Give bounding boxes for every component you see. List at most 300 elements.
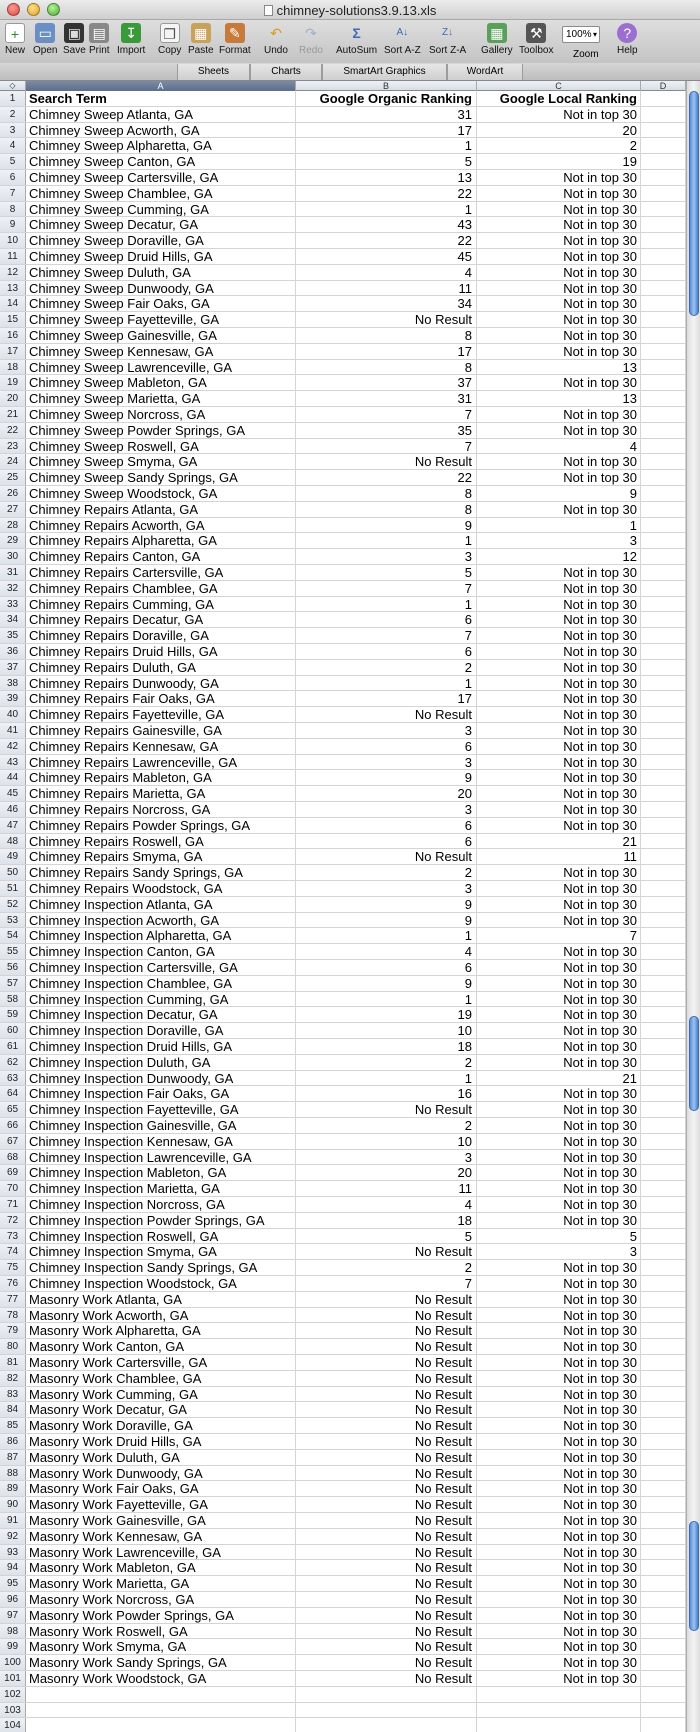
row-number[interactable]: 41 [0,723,26,738]
cell-local-ranking[interactable]: 11 [477,849,641,864]
cell-search-term[interactable]: Chimney Inspection Atlanta, GA [26,897,296,912]
cell-organic-ranking[interactable]: No Result [296,1371,477,1386]
cell-local-ranking[interactable]: Not in top 30 [477,502,641,517]
cell-organic-ranking[interactable]: 18 [296,1213,477,1228]
cell-local-ranking[interactable]: 21 [477,834,641,849]
cell-search-term[interactable]: Masonry Work Cumming, GA [26,1387,296,1402]
row-number[interactable]: 38 [0,676,26,691]
cell-local-ranking[interactable]: Not in top 30 [477,644,641,659]
cell-local-ranking[interactable]: 4 [477,439,641,454]
cell-empty[interactable] [641,739,686,754]
row-number[interactable]: 90 [0,1497,26,1512]
row-number[interactable]: 71 [0,1197,26,1212]
autosum-button[interactable]: Σ AutoSum [336,25,378,56]
cell-search-term[interactable]: Chimney Sweep Cartersville, GA [26,170,296,185]
cell-organic-ranking[interactable]: 20 [296,786,477,801]
select-all-corner[interactable]: ◇ [0,81,26,91]
cell-organic-ranking[interactable]: 7 [296,407,477,422]
cell-empty[interactable] [641,660,686,675]
cell-search-term[interactable]: Masonry Work Kennesaw, GA [26,1529,296,1544]
cell-local-ranking[interactable]: Not in top 30 [477,1260,641,1275]
row-number[interactable]: 50 [0,865,26,880]
cell-search-term[interactable]: Masonry Work Atlanta, GA [26,1292,296,1307]
cell-search-term[interactable]: Masonry Work Roswell, GA [26,1624,296,1639]
cell-search-term[interactable]: Chimney Repairs Doraville, GA [26,628,296,643]
row-number[interactable]: 31 [0,565,26,580]
row-number[interactable]: 93 [0,1545,26,1560]
row-number[interactable]: 59 [0,1007,26,1022]
cell-organic-ranking[interactable]: No Result [296,1244,477,1259]
cell-local-ranking[interactable]: Not in top 30 [477,281,641,296]
cell-local-ranking[interactable]: Not in top 30 [477,1466,641,1481]
help-button[interactable]: ? Help [617,25,638,56]
cell-local-ranking[interactable]: Not in top 30 [477,1576,641,1591]
cell-local-ranking[interactable]: Not in top 30 [477,344,641,359]
cell-local-ranking[interactable]: Not in top 30 [477,1655,641,1670]
cell-local-ranking[interactable]: Not in top 30 [477,1450,641,1465]
row-number[interactable]: 75 [0,1260,26,1275]
row-number[interactable]: 67 [0,1134,26,1149]
cell-empty[interactable] [641,486,686,501]
cell-local-ranking[interactable]: Not in top 30 [477,1308,641,1323]
cell-search-term[interactable]: Chimney Sweep Alpharetta, GA [26,138,296,153]
cell-organic-ranking[interactable]: No Result [296,1529,477,1544]
cell-search-term[interactable]: Chimney Sweep Doraville, GA [26,233,296,248]
cell-local-ranking[interactable]: Not in top 30 [477,581,641,596]
cell-search-term[interactable]: Chimney Repairs Marietta, GA [26,786,296,801]
cell-search-term[interactable]: Masonry Work Norcross, GA [26,1592,296,1607]
cell-local-ranking[interactable]: Not in top 30 [477,1608,641,1623]
row-number[interactable]: 24 [0,454,26,469]
cell-empty[interactable] [641,612,686,627]
row-number[interactable]: 83 [0,1387,26,1402]
row-number[interactable]: 42 [0,739,26,754]
cell-empty[interactable] [641,1086,686,1101]
cell-organic-ranking[interactable]: 4 [296,1197,477,1212]
cell-organic-ranking[interactable]: 6 [296,644,477,659]
cell-organic-ranking[interactable]: 8 [296,502,477,517]
cell-organic-ranking[interactable]: 6 [296,739,477,754]
cell-organic-ranking[interactable]: 18 [296,1039,477,1054]
row-number[interactable]: 17 [0,344,26,359]
cell-organic-ranking[interactable]: 43 [296,217,477,232]
cell-empty[interactable] [641,1418,686,1433]
cell-empty[interactable] [641,597,686,612]
cell-local-ranking[interactable]: Not in top 30 [477,249,641,264]
cell-local-ranking[interactable]: 12 [477,549,641,564]
cell-local-ranking[interactable]: Not in top 30 [477,1434,641,1449]
cell-organic-ranking[interactable]: 2 [296,660,477,675]
cell-local-ranking[interactable]: Not in top 30 [477,707,641,722]
cell-search-term[interactable]: Chimney Repairs Fayetteville, GA [26,707,296,722]
cell-local-ranking[interactable]: Not in top 30 [477,723,641,738]
cell-organic-ranking[interactable]: 22 [296,186,477,201]
cell-local-ranking[interactable]: Not in top 30 [477,1639,641,1654]
cell-search-term[interactable]: Chimney Inspection Roswell, GA [26,1229,296,1244]
cell-empty[interactable] [641,533,686,548]
cell-organic-ranking[interactable]: No Result [296,1434,477,1449]
cell-empty[interactable] [641,1434,686,1449]
cell-local-ranking[interactable]: Not in top 30 [477,1624,641,1639]
cell-organic-ranking[interactable] [296,1703,477,1718]
undo-button[interactable]: ↶ Undo [264,25,288,56]
cell-local-ranking[interactable]: 13 [477,391,641,406]
cell-search-term[interactable]: Chimney Inspection Alpharetta, GA [26,928,296,943]
cell-local-ranking[interactable]: 20 [477,123,641,138]
cell-local-ranking[interactable]: Not in top 30 [477,1387,641,1402]
cell-empty[interactable] [641,423,686,438]
cell-local-ranking[interactable]: 3 [477,533,641,548]
row-number[interactable]: 76 [0,1276,26,1291]
cell-empty[interactable] [641,770,686,785]
cell-organic-ranking[interactable]: 37 [296,375,477,390]
row-number[interactable]: 11 [0,249,26,264]
cell-organic-ranking[interactable]: 19 [296,1007,477,1022]
cell-local-ranking[interactable]: Not in top 30 [477,312,641,327]
cell-organic-ranking[interactable]: 5 [296,154,477,169]
cell-organic-ranking[interactable]: 35 [296,423,477,438]
cell-organic-ranking[interactable]: 17 [296,123,477,138]
row-number[interactable]: 29 [0,533,26,548]
cell-empty[interactable] [641,1276,686,1291]
cell-search-term[interactable] [26,1718,296,1732]
cell-empty[interactable] [641,881,686,896]
cell-search-term[interactable]: Chimney Repairs Alpharetta, GA [26,533,296,548]
cell-search-term[interactable]: Chimney Inspection Sandy Springs, GA [26,1260,296,1275]
cell-organic-ranking[interactable]: 1 [296,676,477,691]
cell-local-ranking[interactable]: Not in top 30 [477,1560,641,1575]
cell-empty[interactable] [641,723,686,738]
row-number[interactable]: 52 [0,897,26,912]
row-number[interactable]: 98 [0,1624,26,1639]
cell-empty[interactable] [641,1292,686,1307]
cell-search-term[interactable]: Chimney Inspection Fayetteville, GA [26,1102,296,1117]
row-number[interactable]: 15 [0,312,26,327]
row-number[interactable]: 36 [0,644,26,659]
cell-search-term[interactable]: Chimney Inspection Fair Oaks, GA [26,1086,296,1101]
cell-organic-ranking[interactable]: 10 [296,1023,477,1038]
cell-empty[interactable] [641,1703,686,1718]
cell-search-term[interactable]: Masonry Work Decatur, GA [26,1402,296,1417]
row-number[interactable]: 82 [0,1371,26,1386]
cell-organic-ranking[interactable]: 4 [296,944,477,959]
row-number[interactable]: 22 [0,423,26,438]
cell-search-term[interactable]: Chimney Inspection Cumming, GA [26,992,296,1007]
cell-organic-ranking[interactable]: 3 [296,549,477,564]
row-number[interactable]: 12 [0,265,26,280]
sort-za-button[interactable]: Z↓ Sort Z-A [429,23,466,57]
cell-local-ranking[interactable]: Not in top 30 [477,612,641,627]
cell-empty[interactable] [641,1624,686,1639]
cell-search-term[interactable]: Chimney Inspection Smyma, GA [26,1244,296,1259]
row-number[interactable]: 102 [0,1687,26,1702]
cell-empty[interactable] [641,1165,686,1180]
cell-empty[interactable] [641,107,686,122]
cell-local-ranking[interactable]: Not in top 30 [477,454,641,469]
cell-local-ranking[interactable]: Not in top 30 [477,1276,641,1291]
cell-organic-ranking[interactable]: No Result [296,1624,477,1639]
cell-search-term[interactable]: Chimney Repairs Roswell, GA [26,834,296,849]
cell-search-term[interactable]: Chimney Inspection Mableton, GA [26,1165,296,1180]
cell-local-ranking[interactable]: Not in top 30 [477,1371,641,1386]
cell-search-term[interactable]: Chimney Inspection Dunwoody, GA [26,1071,296,1086]
row-number[interactable]: 78 [0,1308,26,1323]
cell-search-term[interactable]: Masonry Work Cartersville, GA [26,1355,296,1370]
import-button[interactable]: ↧ Import [117,25,146,56]
cell-empty[interactable] [641,1355,686,1370]
row-number[interactable]: 72 [0,1213,26,1228]
cell-organic-ranking[interactable]: No Result [296,849,477,864]
cell-search-term[interactable]: Chimney Inspection Acworth, GA [26,913,296,928]
cell-search-term[interactable]: Chimney Sweep Powder Springs, GA [26,423,296,438]
cell-local-ranking[interactable] [477,1687,641,1702]
cell-search-term[interactable]: Chimney Inspection Lawrenceville, GA [26,1150,296,1165]
cell-organic-ranking[interactable]: 1 [296,202,477,217]
cell-local-ranking[interactable]: Not in top 30 [477,1213,641,1228]
cell-search-term[interactable]: Masonry Work Woodstock, GA [26,1671,296,1686]
cell-empty[interactable] [641,818,686,833]
cell-local-ranking[interactable]: Not in top 30 [477,1481,641,1496]
cell-search-term[interactable]: Chimney Sweep Atlanta, GA [26,107,296,122]
row-number[interactable]: 85 [0,1418,26,1433]
cell-search-term[interactable]: Masonry Work Marietta, GA [26,1576,296,1591]
cell-local-ranking[interactable]: Not in top 30 [477,770,641,785]
vertical-scrollbar[interactable] [686,81,700,1732]
cell-empty[interactable] [641,565,686,580]
cell-search-term[interactable]: Masonry Work Sandy Springs, GA [26,1655,296,1670]
gallery-button[interactable]: ▦ Gallery [481,25,513,56]
column-header-c[interactable]: C [477,81,641,91]
row-number[interactable]: 68 [0,1150,26,1165]
cell-search-term[interactable]: Chimney Inspection Duluth, GA [26,1055,296,1070]
cell-empty[interactable] [641,960,686,975]
cell-local-ranking[interactable]: Not in top 30 [477,1039,641,1054]
cell-organic-ranking[interactable]: 1 [296,533,477,548]
row-number[interactable]: 104 [0,1718,26,1732]
cell-empty[interactable] [641,138,686,153]
row-number[interactable]: 3 [0,123,26,138]
cell-local-ranking[interactable]: Not in top 30 [477,755,641,770]
row-number[interactable]: 6 [0,170,26,185]
cell-organic-ranking[interactable]: 17 [296,691,477,706]
cell-organic-ranking[interactable]: 7 [296,439,477,454]
cell-search-term[interactable]: Chimney Repairs Lawrenceville, GA [26,755,296,770]
cell-empty[interactable] [641,897,686,912]
row-number[interactable]: 77 [0,1292,26,1307]
cell-search-term[interactable]: Chimney Sweep Dunwoody, GA [26,281,296,296]
cell-search-term[interactable]: Masonry Work Chamblee, GA [26,1371,296,1386]
row-number[interactable]: 45 [0,786,26,801]
cell-local-ranking[interactable]: Not in top 30 [477,628,641,643]
cell-search-term[interactable]: Chimney Sweep Decatur, GA [26,217,296,232]
cell-local-ranking[interactable] [477,1703,641,1718]
row-number[interactable]: 9 [0,217,26,232]
row-number[interactable]: 66 [0,1118,26,1133]
cell-search-term[interactable]: Chimney Inspection Woodstock, GA [26,1276,296,1291]
sort-az-button[interactable]: A↓ Sort A-Z [384,23,421,57]
cell-local-ranking[interactable]: Not in top 30 [477,676,641,691]
cell-local-ranking[interactable]: Not in top 30 [477,1150,641,1165]
cell-organic-ranking[interactable]: 5 [296,1229,477,1244]
cell-empty[interactable] [641,1497,686,1512]
scroll-thumb[interactable] [689,1521,699,1631]
cell-local-ranking[interactable]: Not in top 30 [477,597,641,612]
row-number[interactable]: 25 [0,470,26,485]
cell-organic-ranking[interactable]: 6 [296,818,477,833]
cell-empty[interactable] [641,1655,686,1670]
row-number[interactable]: 1 [0,91,26,106]
cell-empty[interactable] [641,581,686,596]
row-number[interactable]: 5 [0,154,26,169]
paste-button[interactable]: ▦ Paste [188,25,214,56]
cell-organic-ranking[interactable]: 3 [296,802,477,817]
row-number[interactable]: 79 [0,1323,26,1338]
cell-local-ranking[interactable]: 21 [477,1071,641,1086]
row-number[interactable]: 92 [0,1529,26,1544]
copy-button[interactable]: ❐ Copy [158,23,181,57]
row-number[interactable]: 46 [0,802,26,817]
cell-organic-ranking[interactable]: 22 [296,233,477,248]
cell-empty[interactable] [641,502,686,517]
row-number[interactable]: 101 [0,1671,26,1686]
cell-organic-ranking[interactable]: 6 [296,960,477,975]
cell-empty[interactable] [641,1387,686,1402]
row-number[interactable]: 32 [0,581,26,596]
cell-organic-ranking[interactable]: 11 [296,1181,477,1196]
cell-local-ranking[interactable]: 3 [477,1244,641,1259]
row-number[interactable]: 91 [0,1513,26,1528]
cell-empty[interactable] [641,1260,686,1275]
column-header-d[interactable]: D [641,81,686,91]
cell-empty[interactable] [641,786,686,801]
cell-empty[interactable] [641,1023,686,1038]
cell-organic-ranking[interactable]: 1 [296,928,477,943]
tab-smartart-graphics[interactable]: SmartArt Graphics [322,64,447,80]
cell-organic-ranking[interactable]: 22 [296,470,477,485]
cell-search-term[interactable]: Chimney Repairs Atlanta, GA [26,502,296,517]
cell-search-term[interactable]: Masonry Work Fayetteville, GA [26,1497,296,1512]
cell-empty[interactable] [641,1687,686,1702]
row-number[interactable]: 57 [0,976,26,991]
cell-empty[interactable] [641,849,686,864]
cell-search-term[interactable]: Chimney Repairs Fair Oaks, GA [26,691,296,706]
cell-local-ranking[interactable]: Not in top 30 [477,328,641,343]
cell-search-term[interactable]: Chimney Sweep Mableton, GA [26,375,296,390]
cell-search-term[interactable]: Chimney Inspection Marietta, GA [26,1181,296,1196]
cell-empty[interactable] [641,644,686,659]
cell-organic-ranking[interactable]: 9 [296,976,477,991]
cell-local-ranking[interactable]: 1 [477,518,641,533]
cell-organic-ranking[interactable]: 3 [296,723,477,738]
cell-local-ranking[interactable]: Not in top 30 [477,865,641,880]
row-number[interactable]: 65 [0,1102,26,1117]
cell-organic-ranking[interactable]: 2 [296,1055,477,1070]
row-number[interactable]: 26 [0,486,26,501]
tab-charts[interactable]: Charts [250,64,322,80]
cell-empty[interactable] [641,976,686,991]
cell-organic-ranking[interactable]: No Result [296,1450,477,1465]
row-number[interactable]: 99 [0,1639,26,1654]
cell-search-term[interactable]: Chimney Sweep Druid Hills, GA [26,249,296,264]
row-number[interactable]: 58 [0,992,26,1007]
cell-search-term[interactable]: Chimney Repairs Smyma, GA [26,849,296,864]
cell-empty[interactable] [641,1007,686,1022]
row-number[interactable]: 30 [0,549,26,564]
cell-empty[interactable] [641,1450,686,1465]
new-button[interactable]: + New [5,23,25,57]
cell-search-term[interactable]: Chimney Inspection Powder Springs, GA [26,1213,296,1228]
row-number[interactable]: 35 [0,628,26,643]
row-number[interactable]: 95 [0,1576,26,1591]
cell-empty[interactable] [641,1150,686,1165]
cell-empty[interactable] [641,91,686,106]
cell-local-ranking[interactable]: Not in top 30 [477,1165,641,1180]
cell-local-ranking[interactable]: Not in top 30 [477,1055,641,1070]
cell-search-term[interactable]: Chimney Inspection Canton, GA [26,944,296,959]
cell-empty[interactable] [641,123,686,138]
cell-search-term[interactable]: Masonry Work Powder Springs, GA [26,1608,296,1623]
cell-local-ranking[interactable]: Not in top 30 [477,786,641,801]
cell-organic-ranking[interactable]: No Result [296,707,477,722]
cell-local-ranking[interactable]: Not in top 30 [477,660,641,675]
cell-search-term[interactable]: Chimney Sweep Norcross, GA [26,407,296,422]
cell-local-ranking[interactable]: Not in top 30 [477,739,641,754]
cell-organic-ranking[interactable]: 5 [296,565,477,580]
cell-search-term[interactable]: Chimney Inspection Decatur, GA [26,1007,296,1022]
cell-organic-ranking[interactable]: 7 [296,1276,477,1291]
cell-empty[interactable] [641,913,686,928]
cell-organic-ranking[interactable]: 9 [296,770,477,785]
cell-empty[interactable] [641,454,686,469]
column-title[interactable]: Search Term [26,91,296,106]
zoom-select[interactable]: 100% ▾ [562,26,600,43]
cell-organic-ranking[interactable]: 3 [296,1150,477,1165]
row-number[interactable]: 51 [0,881,26,896]
cell-empty[interactable] [641,1513,686,1528]
row-number[interactable]: 37 [0,660,26,675]
cell-empty[interactable] [641,865,686,880]
cell-local-ranking[interactable]: Not in top 30 [477,881,641,896]
cell-empty[interactable] [641,407,686,422]
spreadsheet-grid[interactable] [0,91,686,1732]
row-number[interactable]: 48 [0,834,26,849]
cell-organic-ranking[interactable]: 31 [296,391,477,406]
cell-organic-ranking[interactable]: No Result [296,1102,477,1117]
cell-local-ranking[interactable]: Not in top 30 [477,423,641,438]
cell-empty[interactable] [641,1466,686,1481]
cell-empty[interactable] [641,391,686,406]
row-number[interactable]: 86 [0,1434,26,1449]
cell-local-ranking[interactable]: Not in top 30 [477,1023,641,1038]
cell-local-ranking[interactable]: Not in top 30 [477,107,641,122]
cell-search-term[interactable]: Chimney Repairs Druid Hills, GA [26,644,296,659]
cell-search-term[interactable]: Masonry Work Alpharetta, GA [26,1323,296,1338]
cell-empty[interactable] [641,312,686,327]
cell-search-term[interactable]: Chimney Sweep Canton, GA [26,154,296,169]
cell-organic-ranking[interactable]: 11 [296,281,477,296]
row-number[interactable]: 64 [0,1086,26,1101]
scroll-thumb[interactable] [689,1016,699,1111]
cell-search-term[interactable]: Chimney Repairs Cartersville, GA [26,565,296,580]
cell-local-ranking[interactable]: Not in top 30 [477,1545,641,1560]
cell-empty[interactable] [641,691,686,706]
cell-search-term[interactable]: Chimney Sweep Kennesaw, GA [26,344,296,359]
cell-organic-ranking[interactable]: 31 [296,107,477,122]
cell-empty[interactable] [641,1229,686,1244]
cell-search-term[interactable]: Chimney Repairs Gainesville, GA [26,723,296,738]
cell-empty[interactable] [641,1213,686,1228]
cell-search-term[interactable]: Chimney Sweep Duluth, GA [26,265,296,280]
